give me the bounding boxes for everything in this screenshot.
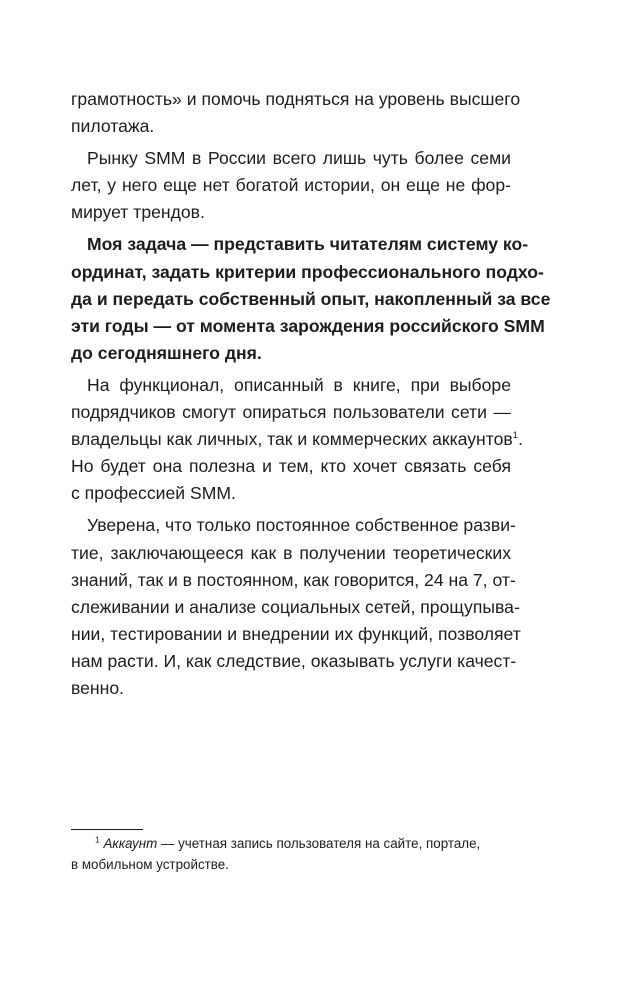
- text-line: с профессией SMM.: [71, 483, 236, 504]
- text-line: На функционал, описанный в книге, при выборе: [87, 374, 511, 395]
- footnote-reference[interactable]: 1: [512, 430, 519, 442]
- text-line: до сегодняшнего дня.: [71, 342, 262, 363]
- text-line: венно.: [71, 677, 125, 698]
- footnote: [71, 834, 511, 875]
- text-line: ординат, задать критерии профессионального подхо-: [71, 261, 544, 282]
- text-line: нии, тестировании и внедрении их функций, позволяет: [71, 623, 521, 644]
- text-line: Моя задача — представить читателям систему ко-: [87, 234, 529, 255]
- paragraph-3-bold: [71, 231, 551, 366]
- paragraph-4: [71, 372, 523, 507]
- footnote-term: Аккаунт: [103, 836, 158, 851]
- footnote-divider: [71, 829, 143, 830]
- text-line: тие, заключающееся как в получении теоретических: [71, 542, 511, 563]
- footnote-line: в мобильном устройстве.: [71, 856, 229, 872]
- text-line: да и передать собственный опыт, накопленный за все: [71, 288, 551, 309]
- footnote-text: — учетная запись пользователя на сайте, портале,: [157, 836, 481, 851]
- text-line: подрядчиков смогут опираться пользователи сети —: [71, 402, 511, 423]
- text-segment: .: [518, 429, 523, 450]
- footnote-line: [71, 834, 511, 855]
- text-line: лет, у него еще нет богатой истории, он еще не фор-: [71, 175, 511, 196]
- text-line: Но будет она полезна и тем, кто хочет связать себя: [71, 456, 511, 477]
- text-line: слеживании и анализе социальных сетей, прощупыва-: [71, 596, 520, 617]
- text-line: знаний, так и в постоянном, как говорится, 24 на 7, от-: [71, 569, 516, 590]
- page-body: [71, 86, 551, 702]
- text-line: Рынку SMM в России всего лишь чуть более семи: [87, 148, 511, 169]
- footnote-number: 1: [95, 834, 100, 845]
- text-line: пилотажа.: [71, 116, 155, 137]
- text-line: [71, 426, 523, 453]
- text-line: Уверена, что только постоянное собственное разви-: [87, 515, 516, 536]
- text-line: эти годы — от момента зарождения российского SMM: [71, 315, 545, 336]
- paragraph-1: [71, 86, 521, 140]
- text-segment: владельцы как личных, так и коммерческих аккаунтов: [71, 429, 513, 450]
- paragraph-2: [71, 145, 511, 226]
- text-line: мирует трендов.: [71, 202, 205, 223]
- text-line: нам расти. И, как следствие, оказывать услуги качест-: [71, 650, 517, 671]
- paragraph-5: [71, 512, 521, 702]
- text-line: грамотность» и помочь подняться на уровень высшего: [71, 89, 521, 109]
